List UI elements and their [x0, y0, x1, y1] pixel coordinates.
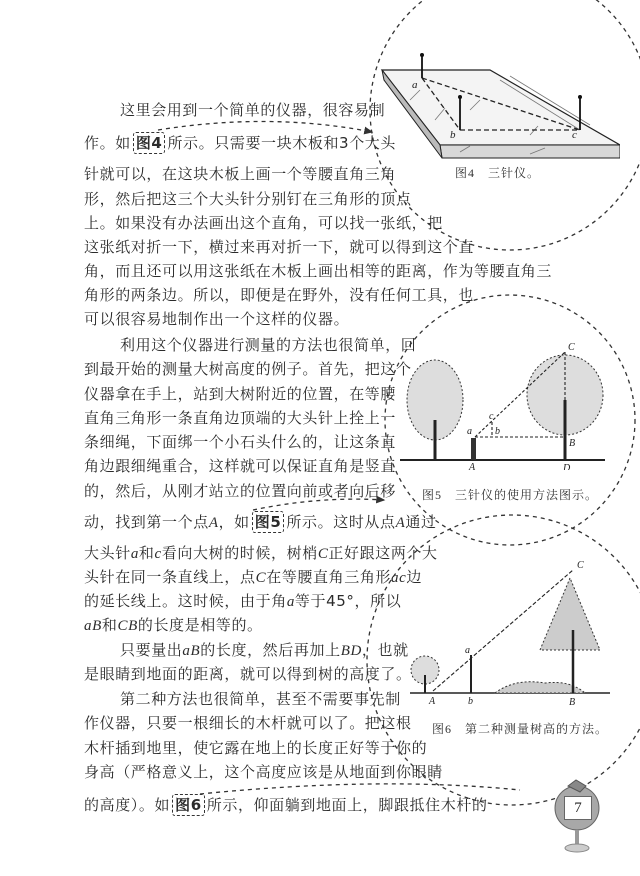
svg-text:a: a: [465, 645, 470, 656]
text-line: 可以很容易地制作出一个这样的仪器。: [84, 310, 350, 328]
svg-text:b: b: [495, 426, 500, 437]
text-span: 边: [406, 568, 422, 586]
text-line: [84, 567, 422, 588]
text-span: 在等腰直角三角形: [266, 568, 392, 586]
text-span: 的长度，然后再加上: [200, 641, 341, 659]
variable: a: [286, 594, 295, 610]
svg-text:A: A: [469, 462, 476, 470]
text-line: 角形的两条边。所以，即便是在野外，没有任何工具，也: [84, 286, 475, 304]
text-span: 等于45°，所以: [294, 592, 402, 610]
text-line: 上。如果没有办法画出这个直角，可以找一张纸，把: [84, 214, 443, 232]
variable: A: [208, 515, 219, 531]
figure-4-arrow: [158, 121, 372, 132]
text-line: 直角三角形一条直角边顶端的大头针上拴上一: [84, 409, 397, 427]
svg-text:B: B: [569, 438, 576, 449]
svg-text:c: c: [489, 411, 494, 422]
text-span: ，也就: [361, 641, 409, 659]
page-number-emblem: [546, 778, 616, 868]
text-span: 看向大树的时候，树梢: [161, 544, 318, 562]
text-span: 的长度是相等的。: [137, 616, 263, 634]
variable: CB: [117, 618, 138, 634]
text-line: 是眼睛到地面的距离，就可以得到树的高度了。: [84, 665, 412, 683]
svg-text:c: c: [572, 129, 577, 141]
text-span: 的高度）。如: [84, 796, 171, 814]
svg-text:a: a: [412, 79, 418, 91]
figure-5-reference[interactable]: 图5: [252, 511, 285, 533]
svg-text:C: C: [568, 342, 575, 353]
text-span: 只要量出: [120, 641, 183, 659]
figure-5-caption: 图5 三针仪的使用方法图示。: [422, 488, 599, 502]
text-line: 利用这个仪器进行测量的方法也很简单，回: [120, 336, 417, 354]
variable: c: [154, 546, 162, 562]
variable: C: [255, 570, 267, 586]
text-line: [84, 615, 263, 636]
text-line: 仪器拿在手上，站到大树附近的位置，在等腰: [84, 385, 397, 403]
text-line: [84, 543, 438, 564]
text-span: 所示。这时从点: [286, 513, 396, 531]
svg-text:C: C: [577, 560, 584, 571]
text-span: 的延长线上。这时候，由于角: [84, 592, 287, 610]
text-line: [84, 794, 488, 816]
svg-text:A: A: [429, 696, 436, 707]
figure-6-caption: 图6 第二种测量树高的方法。: [432, 722, 609, 736]
figure-4-three-pin-instrument: [380, 40, 620, 175]
text-line: 第二种方法也很简单，甚至不需要事先制: [120, 690, 401, 708]
text-span: 通过: [405, 513, 437, 531]
text-span: 所示，仰面躺到地面上，脚跟抵住木杆的: [206, 796, 488, 814]
variable: ac: [391, 570, 407, 586]
text-line: 形，然后把这三个大头针分别钉在三角形的顶点: [84, 190, 412, 208]
text-line: 木杆插到地里，使它露在地上的长度正好等于你的: [84, 739, 428, 757]
figure-4-caption: 图4 三针仪。: [455, 166, 541, 180]
text-line: 这里会用到一个简单的仪器，很容易制: [120, 101, 386, 119]
svg-text:a: a: [467, 426, 472, 437]
figure-4-reference[interactable]: 图4: [133, 132, 166, 154]
text-line: [84, 591, 401, 612]
text-line: 的，然后，从刚才站立的位置向前或者向后移: [84, 482, 397, 500]
text-line: 角，而且还可以用这张纸在木板上画出相等的距离，作为等腰直角三: [84, 262, 553, 280]
svg-text:B: B: [569, 697, 576, 708]
variable: BD: [340, 643, 362, 659]
text-line: [84, 132, 396, 154]
variable: C: [317, 546, 329, 562]
text-span: 和: [101, 616, 118, 634]
text-line: 身高（严格意义上，这个高度应该是从地面到你眼睛: [84, 763, 443, 781]
variable: a: [130, 546, 139, 562]
text-line: 到最开始的测量大树高度的例子。首先，把这个: [84, 360, 412, 378]
text-span: 所示。只需要一块木板和3个大头: [167, 134, 396, 152]
text-span: 和: [138, 544, 155, 562]
figure-5-usage-diagram: [395, 340, 615, 470]
svg-text:b: b: [468, 696, 473, 707]
text-span: 正好跟这两个大: [328, 544, 438, 562]
text-line: 针就可以，在这块木板上画一个等腰直角三角: [84, 165, 397, 183]
figure-6-arrow: [200, 784, 520, 794]
figure-6-second-method-diagram: [405, 560, 615, 710]
text-line: 角边跟细绳重合，这样就可以保证直角是竖直: [84, 457, 397, 475]
text-span: 作。如: [84, 134, 131, 152]
text-span: 大头针: [84, 544, 131, 562]
text-span: ，如: [218, 513, 250, 531]
variable: A: [395, 515, 406, 531]
figure-6-reference[interactable]: 图6: [172, 794, 205, 816]
svg-text:b: b: [450, 129, 456, 141]
text-span: 头针在同一条直线上，点: [84, 568, 256, 586]
text-line: [84, 511, 437, 533]
text-line: 作仪器，只要一根细长的木杆就可以了。把这根: [84, 714, 412, 732]
text-line: 条细绳，下面绑一个小石头什么的，让这条直: [84, 433, 397, 451]
text-line: [120, 640, 409, 661]
text-line: 这张纸对折一下，横过来再对折一下，就可以得到这个直: [84, 238, 475, 256]
variable: aB: [182, 643, 201, 659]
text-span: 动，找到第一个点: [84, 513, 209, 531]
variable: aB: [84, 618, 102, 634]
svg-text:D: D: [563, 463, 571, 470]
globe-trophy-icon: [546, 778, 616, 868]
page-number: 7: [564, 796, 592, 820]
